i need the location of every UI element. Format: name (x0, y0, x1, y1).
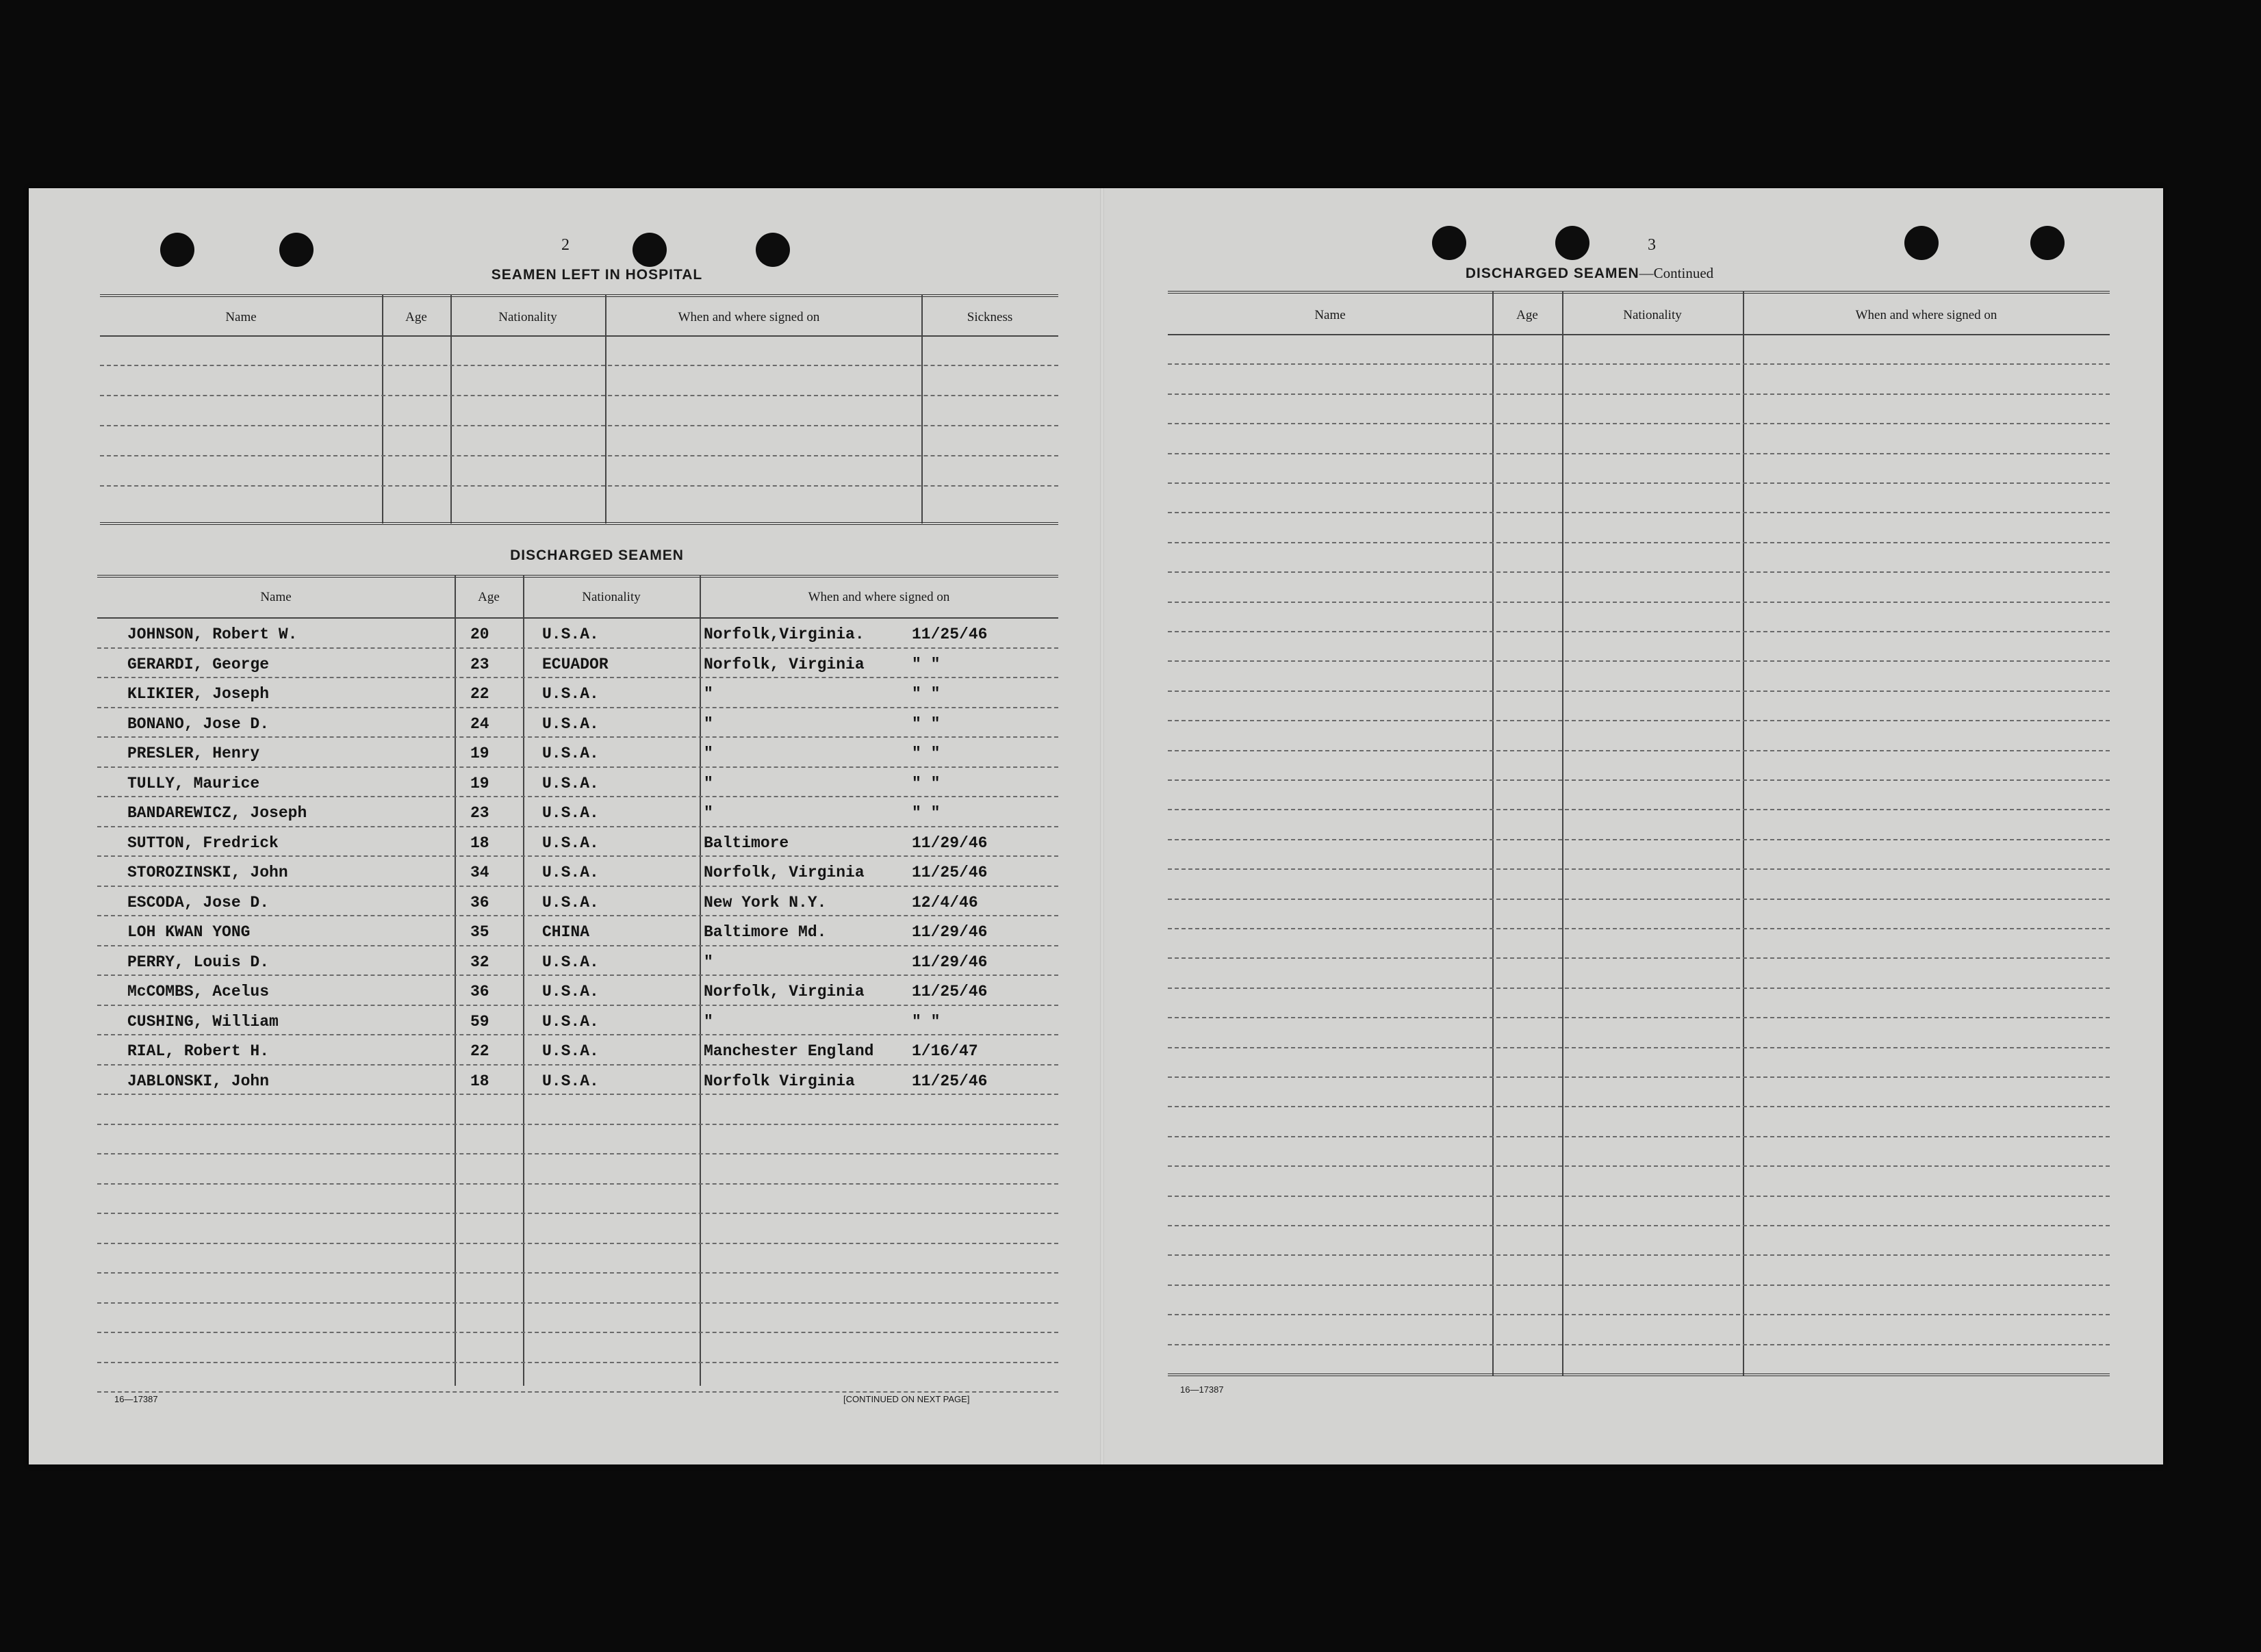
seaman-name: STOROZINSKI, John (127, 864, 288, 881)
row-rule (1168, 660, 2110, 662)
seaman-age: 59 (470, 1012, 489, 1031)
row-rule (97, 1034, 1058, 1035)
seaman-age: 36 (470, 983, 489, 1001)
row-rule (97, 855, 1058, 857)
seaman-nationality: U.S.A. (542, 745, 599, 762)
discharged-table (97, 575, 1058, 1389)
seaman-name: CUSHING, William (127, 1012, 279, 1031)
discharged-header-name: Name (260, 590, 292, 604)
row-rule (97, 707, 1058, 708)
row-rule (1168, 1373, 2110, 1376)
row-rule (1168, 1314, 2110, 1315)
row-rule (1168, 1225, 2110, 1226)
row-rule (1168, 482, 2110, 484)
document-sheet (29, 188, 2163, 1464)
seaman-age: 34 (470, 864, 489, 881)
signed-on-place: " (704, 804, 713, 822)
signed-on-date: 1/16/47 (912, 1042, 978, 1060)
row-rule (1168, 1165, 2110, 1167)
hospital-header-sickness: Sickness (967, 310, 1013, 324)
discharged-continued-title-text: DISCHARGED SEAMEN (1465, 266, 1639, 281)
seaman-name: JABLONSKI, John (127, 1072, 270, 1090)
continued-header-nationality: Nationality (1623, 308, 1682, 322)
seaman-nationality: U.S.A. (542, 1012, 599, 1031)
signed-on-place: Baltimore Md. (704, 923, 827, 941)
continued-header-name: Name (1314, 308, 1346, 322)
seaman-name: BANDAREWICZ, Joseph (127, 804, 307, 822)
signed-on-date: " " (912, 745, 941, 762)
row-rule (97, 886, 1058, 887)
row-rule (97, 1183, 1058, 1185)
seaman-name: McCOMBS, Acelus (127, 983, 270, 1001)
row-rule (1168, 1076, 2110, 1078)
row-rule (1168, 602, 2110, 603)
seaman-age: 35 (470, 923, 489, 941)
seaman-age: 32 (470, 953, 489, 971)
seaman-nationality: U.S.A. (542, 774, 599, 792)
row-rule (97, 1005, 1058, 1006)
row-rule (1168, 750, 2110, 751)
signed-on-date: 11/29/46 (912, 834, 988, 852)
form-number-right: 16—17387 (1180, 1384, 1224, 1395)
signed-on-date: " " (912, 685, 941, 703)
discharged-continued-title (1405, 265, 1774, 282)
signed-on-place: Manchester England (704, 1042, 874, 1060)
signed-on-date: " " (912, 1012, 941, 1031)
seaman-nationality: U.S.A. (542, 625, 599, 643)
discharged-header-nationality: Nationality (582, 590, 641, 604)
seaman-name: TULLY, Maurice (127, 774, 260, 792)
row-rule (1168, 423, 2110, 424)
row-rule (1168, 512, 2110, 513)
row-rule (1168, 571, 2110, 573)
signed-on-place: " (704, 953, 713, 971)
signed-on-place: " (704, 714, 713, 733)
row-rule (97, 1213, 1058, 1214)
row-rule (1168, 809, 2110, 810)
hospital-section-title: SEAMEN LEFT IN HOSPITAL (491, 267, 703, 283)
signed-on-date: " " (912, 655, 941, 673)
row-rule (1168, 542, 2110, 543)
signed-on-date: " " (912, 804, 941, 822)
page-fold (1100, 188, 1104, 1464)
row-rule (1168, 779, 2110, 781)
row-rule (1168, 988, 2110, 989)
row-rule (97, 736, 1058, 738)
row-rule (1168, 957, 2110, 959)
row-rule (97, 766, 1058, 768)
row-rule (97, 647, 1058, 649)
seaman-name: PERRY, Louis D. (127, 953, 270, 971)
punch-hole (633, 233, 667, 267)
seaman-nationality: U.S.A. (542, 714, 599, 733)
row-rule (1168, 453, 2110, 454)
seaman-age: 19 (470, 745, 489, 762)
seaman-nationality: ECUADOR (542, 655, 609, 673)
page-number-right: 3 (1648, 236, 1656, 254)
seaman-age: 36 (470, 893, 489, 912)
row-rule (1168, 928, 2110, 929)
row-rule (1168, 363, 2110, 365)
signed-on-date: 12/4/46 (912, 893, 978, 912)
discharged-header-age: Age (478, 590, 500, 604)
row-rule (97, 1272, 1058, 1274)
punch-hole (756, 233, 790, 267)
seaman-name: LOH KWAN YONG (127, 923, 251, 941)
seaman-age: 23 (470, 804, 489, 822)
signed-on-place: Norfolk,Virginia. (704, 625, 865, 643)
row-rule (1168, 1017, 2110, 1018)
signed-on-place: Norfolk Virginia (704, 1072, 855, 1090)
seaman-name: KLIKIER, Joseph (127, 685, 270, 703)
hospital-header-nationality: Nationality (498, 310, 557, 324)
seaman-nationality: U.S.A. (542, 1042, 599, 1060)
seaman-nationality: U.S.A. (542, 893, 599, 912)
seaman-name: ESCODA, Jose D. (127, 893, 270, 912)
seaman-age: 18 (470, 1072, 489, 1090)
signed-on-date: 11/29/46 (912, 953, 988, 971)
row-rule (1168, 631, 2110, 632)
hospital-header-signed-on: When and where signed on (678, 310, 820, 324)
signed-on-place: New York N.Y. (704, 893, 827, 912)
signed-on-place: " (704, 1012, 713, 1031)
seaman-name: JOHNSON, Robert W. (127, 625, 298, 643)
row-rule (1168, 1136, 2110, 1137)
row-rule (1168, 1196, 2110, 1197)
signed-on-place: " (704, 685, 713, 703)
signed-on-place: Norfolk, Virginia (704, 983, 865, 1001)
seaman-name: RIAL, Robert H. (127, 1042, 270, 1060)
row-rule (1168, 899, 2110, 900)
row-rule (1168, 691, 2110, 692)
row-rule (1168, 1285, 2110, 1286)
form-number-left: 16—17387 (114, 1394, 158, 1404)
seaman-name: BONANO, Jose D. (127, 714, 270, 733)
seaman-name: SUTTON, Fredrick (127, 834, 279, 852)
seaman-age: 22 (470, 685, 489, 703)
row-rule (97, 1362, 1058, 1363)
discharged-section-title: DISCHARGED SEAMEN (510, 547, 684, 563)
seaman-age: 24 (470, 714, 489, 733)
row-rule (1168, 868, 2110, 870)
seaman-nationality: U.S.A. (542, 834, 599, 852)
row-rule (1168, 1047, 2110, 1048)
discharged-continued-table (1168, 291, 2110, 1379)
punch-hole (1555, 226, 1589, 260)
continued-header-age: Age (1516, 308, 1538, 322)
seaman-nationality: U.S.A. (542, 953, 599, 971)
seaman-nationality: U.S.A. (542, 983, 599, 1001)
hospital-header-age: Age (405, 310, 427, 324)
seaman-name: PRESLER, Henry (127, 745, 260, 762)
row-rule (97, 1243, 1058, 1244)
seaman-age: 22 (470, 1042, 489, 1060)
row-rule (97, 1124, 1058, 1125)
seaman-age: 20 (470, 625, 489, 643)
seaman-name: GERARDI, George (127, 655, 270, 673)
signed-on-date: 11/25/46 (912, 983, 988, 1001)
row-rule (1168, 1106, 2110, 1107)
hospital-header-name: Name (225, 310, 257, 324)
continued-note: [CONTINUED ON NEXT PAGE] (843, 1394, 970, 1404)
signed-on-place: " (704, 745, 713, 762)
row-rule (97, 826, 1058, 827)
signed-on-place: Norfolk, Virginia (704, 864, 865, 881)
punch-hole (1904, 226, 1939, 260)
seaman-age: 23 (470, 655, 489, 673)
seaman-nationality: CHINA (542, 923, 590, 941)
signed-on-date: 11/29/46 (912, 923, 988, 941)
seaman-nationality: U.S.A. (542, 1072, 599, 1090)
discharged-header-signed-on: When and where signed on (808, 590, 950, 604)
continued-header-signed-on: When and where signed on (1855, 308, 1997, 322)
row-rule (97, 1153, 1058, 1154)
row-rule (97, 796, 1058, 797)
signed-on-date: " " (912, 774, 941, 792)
row-rule (97, 1094, 1058, 1095)
signed-on-place: Baltimore (704, 834, 789, 852)
row-rule (97, 677, 1058, 678)
signed-on-place: " (704, 774, 713, 792)
row-rule (97, 1302, 1058, 1304)
row-rule (1168, 839, 2110, 840)
seaman-age: 18 (470, 834, 489, 852)
signed-on-place: Norfolk, Virginia (704, 655, 865, 673)
hospital-table (100, 294, 1058, 527)
signed-on-date: " " (912, 714, 941, 733)
row-rule (97, 1332, 1058, 1333)
punch-hole (279, 233, 314, 267)
row-rule (1168, 393, 2110, 395)
signed-on-date: 11/25/46 (912, 864, 988, 881)
page-number-left: 2 (561, 236, 570, 254)
signed-on-date: 11/25/46 (912, 625, 988, 643)
row-rule (97, 915, 1058, 916)
punch-hole (2030, 226, 2065, 260)
seaman-nationality: U.S.A. (542, 864, 599, 881)
row-rule (1168, 720, 2110, 721)
row-rule (97, 1391, 1058, 1393)
discharged-continued-suffix: —Continued (1639, 265, 1714, 281)
row-rule (97, 975, 1058, 976)
seaman-nationality: U.S.A. (542, 804, 599, 822)
seaman-age: 19 (470, 774, 489, 792)
punch-hole (160, 233, 194, 267)
row-rule (97, 1064, 1058, 1066)
punch-hole (1432, 226, 1466, 260)
row-rule (97, 945, 1058, 946)
row-rule (1168, 1344, 2110, 1345)
row-rule (1168, 1254, 2110, 1256)
seaman-nationality: U.S.A. (542, 685, 599, 703)
signed-on-date: 11/25/46 (912, 1072, 988, 1090)
